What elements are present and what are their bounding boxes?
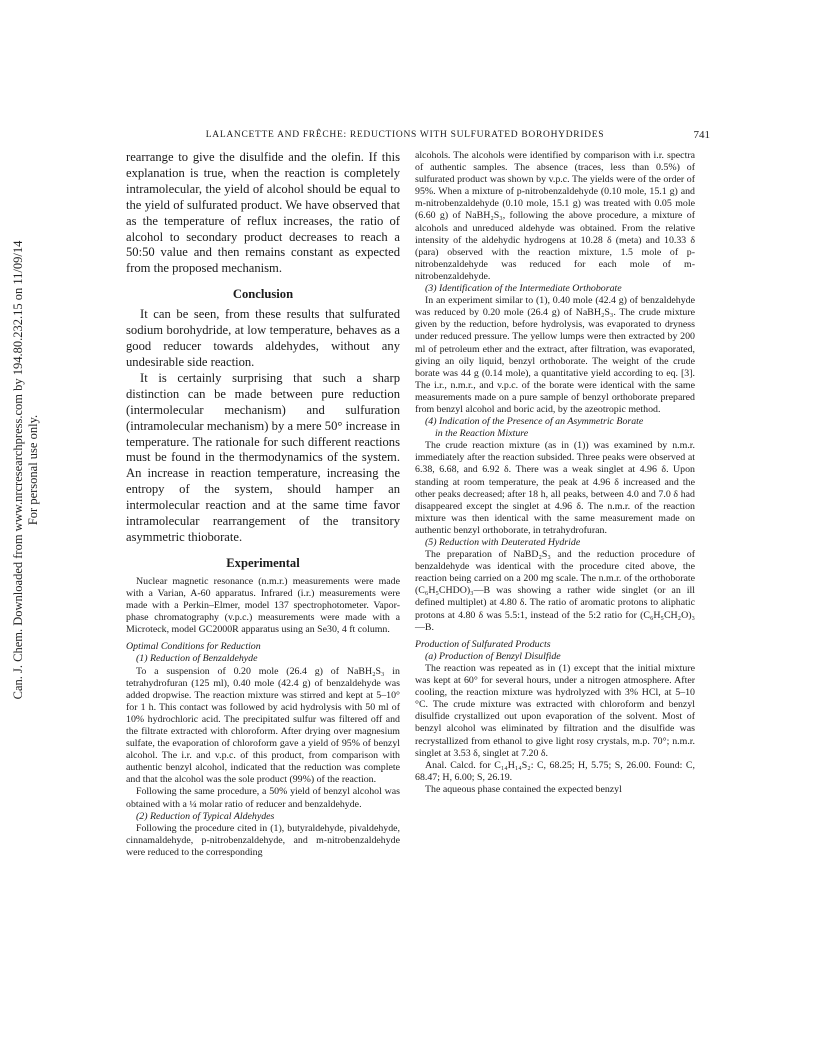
subsection-3-heading: (3) Identification of the Intermediate Orthoborate — [425, 283, 622, 295]
subsection-1-paragraph-2: Following the same procedure, a 50% yield of benzyl alcohol was obtained with a ¼ molar ratio of reducer and benzaldehyde. — [126, 786, 400, 810]
subsection-a-heading: (a) Production of Benzyl Disulfide — [425, 650, 561, 662]
watermark-text — [11, 241, 41, 700]
subsection-3-paragraph: In an experiment similar to (1), 0.40 mole (42.4 g) of benzaldehyde was reduced by 0.20 mole (26.4 g) of NaBH₂S₃. The crude mixture given by the reduction, before hydrolysis, was evaporated to dryness under reduced pressure. The yellow lumps were then extracted by 200 ml of petroleum ether and the extract, after filtration, was evaporated, giving an oily liquid, benzyl orthoborate. The weight of the crude borate was 44 g (0.14 mole), a quantitative yield according to eq. [3]. The i.r., n.m.r., and v.p.c. of the borate were identical with the same measurements made on a pure sample of benzyl orthoborate prepared from benzyl alcohol and boric acid, by the azeotropic method. — [415, 295, 695, 415]
sulfurated-products-heading: Production of Sulfurated Products — [415, 638, 551, 650]
conclusion-paragraph-1: It can be seen, from these results that sulfurated sodium borohydride, at low temperature, behaves as a good reducer towards aldehydes, without any undesirable side reaction. — [126, 307, 400, 369]
subsection-5-heading: (5) Reduction with Deuterated Hydride — [425, 537, 581, 548]
download-watermark — [0, 0, 52, 1056]
intro-paragraph: rearrange to give the disulfide and the olefin. If this explanation is true, when the reaction is completely intramolecular, the yield of alcohol should be equal to the yield of sulfurated product. We have observed that as the temperature of reflux increases, the ratio of alcohol to secondary product decreases to reach a 50:50 value and then remains constant as expected from the proposed mechanism. — [126, 150, 400, 276]
subsection-4-heading-line-1: (4) Indication of the Presence of an Asymmetric Borate — [425, 416, 644, 428]
page-number: 741 — [693, 129, 710, 141]
watermark-line-2: For personal use only. — [26, 414, 40, 526]
subsection-2-paragraph: Following the procedure cited in (1), butyraldehyde, pivaldehyde, cinnamaldehyde, p-nitrobenzaldehyde, and m-nitrobenzaldehyde were reduced to the corresponding — [126, 822, 400, 858]
experimental-heading: Experimental — [226, 555, 300, 570]
left-column — [126, 150, 400, 859]
subsection-1-paragraph-1: To a suspension of 0.20 mole (26.4 g) of NaBH₂S₃ in tetrahydrofuran (125 ml), 0.40 mole (42.4 g) of benzaldehyde was added dropwise. The reaction mixture was stirred and kept at 5–10° for 1 h. This contact was followed by acid hydrolysis with 50 ml of 10% hydrochloric acid. The precipitated sulfur was filtered off and the filtrate extracted with chloroform. After drying over magnesium sulfate, the evaporation of chloroform gave a yield of 95% of benzyl alcohol. The i.r. and v.p.c. of this product, from comparison with authentic benzyl alcohol, indicated that the reduction was complete and that the alcohol was the sole product (99%) of the reaction. — [126, 665, 400, 786]
watermark-line-1: Can. J. Chem. Downloaded from www.nrcresearchpress.com by 194.80.232.15 on 11/09/14 — [11, 240, 25, 700]
continued-paragraph: alcohols. The alcohols were identified by comparison with i.r. spectra of authentic samples. The absence (traces, less than 0.5%) of sulfurated product was shown by v.p.c. The yields were of the order of 95%. When a mixture of p-nitrobenzaldehyde (0.10 mole, 15.1 g) and m-nitrobenzaldehyde (0.10 mole, 15.1 g) was treated with 0.05 mole (6.60 g) of NaBH₂S₃, following the above procedure, a mixture of alcohols and unreduced aldehyde was obtained. From the relative intensity of the aldehydic hydrogens at 10.28 δ (meta) and 10.33 δ (para) observed with the reaction mixture, 1.5 mole of p-nitrobenzaldehyde was reduced for each mole of m-nitrobenzaldehyde. — [415, 150, 695, 282]
subsection-1-heading: (1) Reduction of Benzaldehyde — [136, 653, 258, 665]
analysis-paragraph: Anal. Calcd. for C₁₄H₁₄S₂: C, 68.25; H, 5.75; S, 26.00. Found: C, 68.47; H, 6.00; S, 26.19. — [415, 759, 695, 783]
subsection-2-heading: (2) Reduction of Typical Aldehydes — [136, 810, 275, 822]
right-column — [415, 150, 695, 796]
subsection-4-paragraph: The crude reaction mixture (as in (1)) was examined by n.m.r. immediately after the reaction subsided. Three peaks were observed at 6.38, 6.68, and 6.92 δ. There was a weak singlet at 4.96 δ. Upon standing at room temperature, the peak at 4.96 δ increased and the other peaks decreased; after 18 h, all peaks, between 4.0 and 7.0 δ had disappeared except the singlet at 4.96 δ. The n.m.r. of the reaction mixture was then identical with the same measurement made on authentic benzyl orthoborate, in tetrahydrofuran. — [415, 440, 695, 536]
running-title: LALANCETTE AND FRÊCHE: REDUCTIONS WITH SULFURATED BOROHYDRIDES — [205, 130, 605, 140]
optimal-conditions-heading: Optimal Conditions for Reduction — [126, 641, 261, 653]
subsection-a-paragraph-1: The reaction was repeated as in (1) except that the initial mixture was kept at 60° for several hours, under a nitrogen atmosphere. After cooling, the reaction mixture was hydrolyzed with 3% HCl, at 5–10 °C. The crude mixture was extracted with chloroform and benzyl disulfide crystallized out upon evaporation of the solvent. Most of benzyl alcohol was eliminated by filtration and the disulfide was recrystallized from ethanol to give light rosy crystals, m.p. 70°; n.m.r. singlet at 3.53 δ, singlet at 7.20 δ. — [415, 662, 695, 759]
subsection-5-paragraph: The preparation of NaBD₂S₃ and the reduction procedure of benzaldehyde was identical with the procedure cited above, the reaction being carried on a 200 mg scale. The n.m.r. of the orthoborate (C₆H₅CHDO)₃—B was showing a rather wide singlet (or an ill defined multiplet) at 4.80 δ. The ratio of aromatic protons to aliphatic protons at 4.80 δ was 5.5:1, instead of the 5:2 ratio for (C₆H₅CH₂O)₃—B. — [415, 549, 695, 633]
conclusion-heading: Conclusion — [232, 287, 294, 302]
experimental-paragraph: Nuclear magnetic resonance (n.m.r.) measurements were made with a Varian, A-60 apparatus. Infrared (i.r.) measurements were made with a Perkin–Elmer, model 137 spectrophotometer. Vapor-phase chromatography (v.p.c.) measurements were made with a Microteck, model GC2000R apparatus using an Se30, 4 ft column. — [126, 575, 400, 636]
subsection-4-heading-line-2: in the Reaction Mixture — [435, 428, 529, 440]
subsection-a-paragraph-3: The aqueous phase contained the expected benzyl — [425, 783, 622, 795]
conclusion-paragraph-2: It is certainly surprising that such a sharp distinction can be made between pure reduction (intermolecular mechanism) and sulfuration (intramolecular mechanism) by a mere 50° increase in temperature. The rationale for such different reactions must be found in the thermodynamics of the system. An increase in reaction temperature, increasing the entropy of the system, should hamper an intermolecular reaction and at the same time favor intramolecular rearrangement of the transitory asymmetric thioborate. — [126, 370, 400, 544]
